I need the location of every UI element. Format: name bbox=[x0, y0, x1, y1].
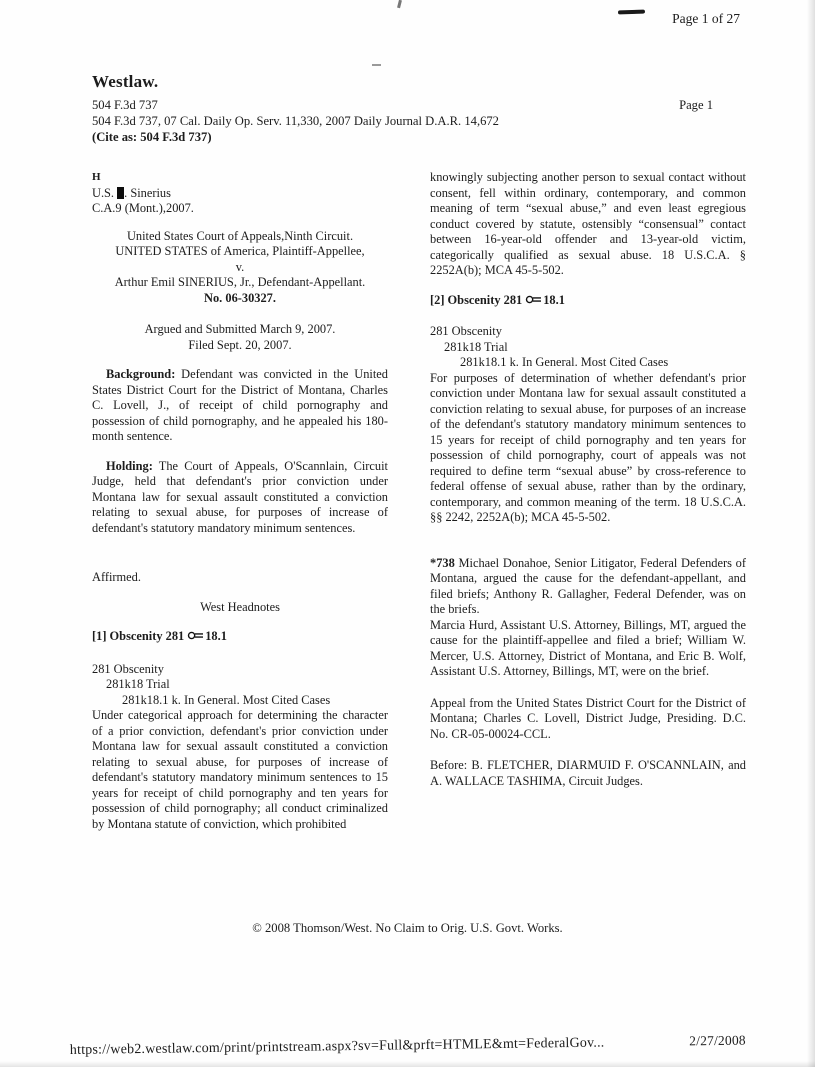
headnote-1-continuation: knowingly subjecting another person to sexual contact without consent, fell within ordinary, contemporary, and common meaning of term “sexual abuse,” and even least egregious conduct covered by statute, ostensibly “consensual” contact between 16-year-old offender and 13-year-old victim, categorically qualified as sexual abuse. 18 U.S.C.A. § 2252A(b); MCA 45-5-502. bbox=[430, 170, 746, 277]
headnotes-title: West Headnotes bbox=[200, 599, 280, 614]
page-counter: Page 1 of 27 bbox=[672, 11, 740, 26]
case-short-title bbox=[92, 186, 388, 202]
document-header bbox=[92, 74, 713, 145]
scan-edge-shadow bbox=[0, 1061, 815, 1067]
panel-paragraph: Before: B. FLETCHER, DIARMUID F. O'SCANNLAIN, and A. WALLACE TASHIMA, Circuit Judges. bbox=[430, 758, 746, 788]
key-line: 281k18.1 k. In General. Most Cited Cases bbox=[122, 692, 331, 707]
topic-line: 281 Obscenity bbox=[92, 661, 164, 676]
headnote-2-hierarchy bbox=[430, 324, 746, 371]
case-short-post: . Sinerius bbox=[124, 185, 171, 200]
dates-block bbox=[92, 322, 388, 353]
cite-as: (Cite as: 504 F.3d 737) bbox=[92, 130, 212, 144]
background-paragraph bbox=[92, 367, 388, 445]
print-url: https://web2.westlaw.com/print/printstream.aspx?sv=Full&prft=HTMLE&mt=FederalGov... bbox=[69, 1035, 605, 1059]
background-text: Defendant was convicted in the United States District Court for the District of Montana, Charles C. Lovell, J., of receipt of child pornography and possession of child pornography, and he appealed his 180-month sentence. bbox=[92, 367, 388, 443]
versus: v. bbox=[235, 259, 245, 274]
docket-number: No. 06-30327. bbox=[204, 290, 276, 305]
key-number-icon bbox=[525, 294, 542, 305]
copyright-line: © 2008 Thomson/West. No Claim to Orig. U.S. Govt. Works. bbox=[252, 921, 563, 935]
subtopic-line: 281k18 Trial bbox=[444, 339, 508, 354]
court-abbrev: C.A.9 (Mont.),2007. bbox=[92, 201, 194, 215]
appeal-paragraph: Appeal from the United States District Court for the District of Montana; Charles C. Lovell, District Judge, Presiding. D.C. No. CR-05-00024-CCL. bbox=[430, 695, 746, 741]
westlaw-logo: Westlaw. bbox=[92, 72, 159, 91]
holding-text: The Court of Appeals, O'Scannlain, Circuit Judge, held that defendant's prior conviction under Montana law for sexual assault constituted a conviction relating to sexual abuse, for purposes of increase of defendant's statutory mandatory minimum sentences. bbox=[92, 458, 388, 535]
topic-line: 281 Obscenity bbox=[430, 324, 502, 338]
headnote-2-key-number: 18.1 bbox=[543, 292, 565, 307]
headnote-1-body: Under categorical approach for determining the character of a prior conviction, defendant's prior conviction under Montana law for sexual assault constituted a conviction relating to sexual abuse, for purposes of increase of defendant's statutory mandatory minimum sentences to 15 years for receipt of child pornography and ten years for possession of child pornography; all conduct criminalized by Montana statute of conviction, which prohibited bbox=[92, 708, 388, 831]
print-date: 2/27/2008 bbox=[689, 1032, 746, 1049]
scan-artifact bbox=[618, 10, 645, 15]
citation-row bbox=[92, 97, 713, 113]
subtopic-line: 281k18 Trial bbox=[106, 677, 170, 691]
case-short-pre: U.S. bbox=[92, 185, 118, 200]
court-name: United States Court of Appeals,Ninth Circuit. bbox=[126, 228, 354, 243]
disposition: Affirmed. bbox=[92, 570, 141, 584]
headnote-2-topic: [2] Obscenity 281 bbox=[430, 292, 523, 307]
headnote-2-heading bbox=[430, 293, 746, 309]
key-line: 281k18.1 k. In General. Most Cited Cases bbox=[460, 355, 669, 369]
headnote-1-topic: [1] Obscenity 281 bbox=[92, 629, 185, 643]
key-number-icon bbox=[187, 630, 204, 641]
caption-block bbox=[92, 229, 388, 307]
right-column bbox=[430, 170, 746, 789]
party-appellant: Arthur Emil SINERIUS, Jr., Defendant-Appellant. bbox=[114, 275, 366, 289]
holding-paragraph bbox=[92, 459, 388, 537]
parallel-citation: 504 F.3d 737, 07 Cal. Daily Op. Serv. 11,330, 2007 Daily Journal D.A.R. 14,672 bbox=[92, 114, 499, 128]
headnote-1-hierarchy bbox=[92, 662, 388, 709]
star-page-number: *738 bbox=[430, 555, 455, 570]
party-appellee: UNITED STATES of America, Plaintiff-Appellee, bbox=[115, 244, 365, 258]
keycite-flag: H bbox=[92, 171, 101, 183]
background-label: Background: bbox=[106, 367, 176, 381]
left-column bbox=[92, 170, 388, 832]
headnote-1-key-number: 18.1 bbox=[205, 629, 227, 643]
scan-artifact bbox=[397, 0, 402, 8]
headnote-1-heading bbox=[92, 629, 388, 645]
attorneys-appellant-text: Michael Donahoe, Senior Litigator, Federal Defenders of Montana, argued the cause for the defendant-appellant, and filed briefs; Anthony R. Gallagher, Federal Defender, was on the briefs. bbox=[430, 555, 746, 616]
attorneys-appellee: Marcia Hurd, Assistant U.S. Attorney, Billings, MT, argued the cause for the plaintiff-appellee and filed a brief; William W. Mercer, U.S. Attorney, District of Montana, and Eric B. Wolf, Assistant U.S. Attorney, Billings, MT, were on the brief. bbox=[430, 617, 746, 678]
filed-date: Filed Sept. 20, 2007. bbox=[188, 337, 292, 352]
scan-artifact bbox=[372, 64, 381, 66]
scan-edge-shadow bbox=[807, 0, 815, 1067]
argued-date: Argued and Submitted March 9, 2007. bbox=[144, 322, 336, 336]
attorneys-appellant bbox=[430, 556, 746, 618]
print-footer bbox=[70, 1033, 746, 1059]
citation: 504 F.3d 737 bbox=[92, 98, 158, 112]
page-label: Page 1 bbox=[679, 98, 713, 112]
holding-label: Holding: bbox=[106, 458, 153, 473]
headnote-2-body: For purposes of determination of whether defendant's prior conviction under Montana law for sexual assault constituted a conviction relating to sexual abuse, for purposes of an increase of the defendant's statutory mandatory minimum sentences to 15 years for receipt of child pornography and ten years for possession of child pornography, court of appeals was not required to define term “sexual abuse” by cross-reference to federal offense of sexual abuse, rather than by the ordinary, contemporary, and common meaning of the term. 18 U.S.C.A. §§ 2242, 2252A(b); MCA 45-5-502. bbox=[430, 370, 746, 524]
